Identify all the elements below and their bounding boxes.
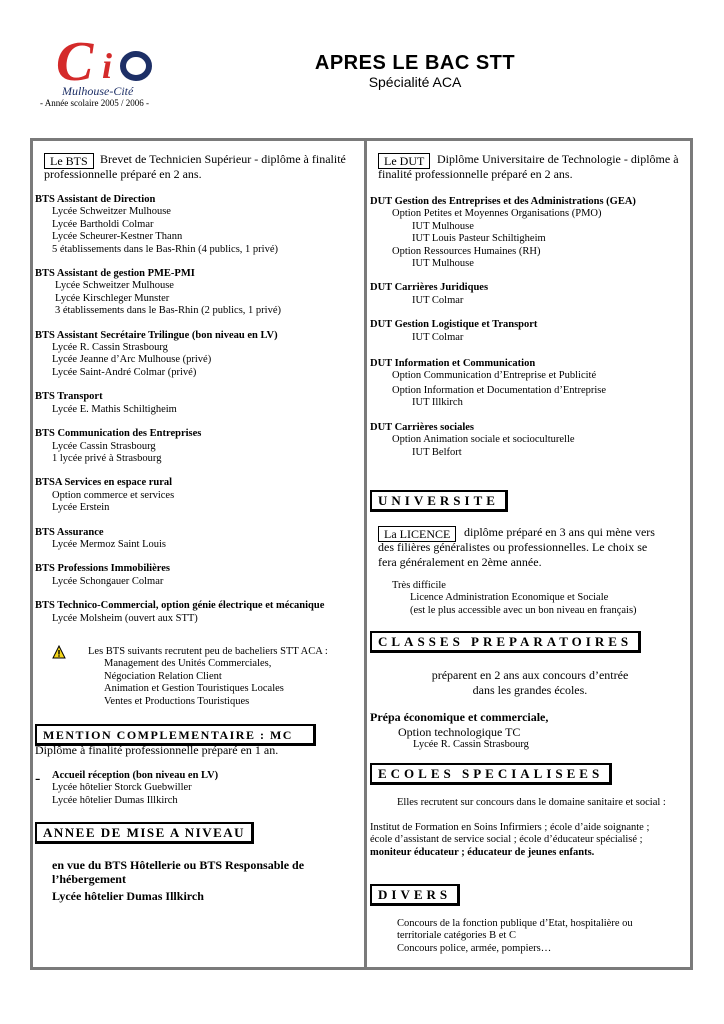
bts-line: Lycée Cassin Strasbourg: [52, 440, 156, 452]
bts-title: BTS Assistant Secrétaire Trilingue (bon niveau en LV): [35, 329, 278, 341]
mc-line: Lycée hôtelier Dumas Illkirch: [52, 794, 178, 806]
prep-line: préparent en 2 ans aux concours d’entrée: [431, 668, 629, 682]
ecoles-heading: ECOLES SPECIALISEES: [370, 763, 612, 785]
licence-line: des filières généralistes ou professionnelles. Le choix se: [378, 540, 648, 554]
bts-line: Lycée Jeanne d’Arc Mulhouse (privé): [52, 354, 212, 366]
dut-line: IUT Louis Pasteur Schiltigheim: [412, 233, 546, 245]
dut-intro-line-1: Diplôme Universitaire de Technologie - diplôme à: [437, 152, 679, 166]
warning-line: Animation et Gestion Touristiques Locales: [104, 683, 284, 695]
divers-line: territoriale catégories B et C: [397, 930, 516, 942]
divers-line: Concours de la fonction publique d’Etat, hospitalière ou: [397, 918, 633, 929]
mc-bullet: -: [35, 770, 41, 787]
dut-list: [370, 196, 636, 459]
bts-line: Lycée Schongauer Colmar: [52, 575, 164, 587]
logo-i: i: [102, 46, 113, 86]
bts-line: Lycée Scheurer-Kestner Thann: [52, 231, 183, 243]
bts-title: BTS Professions Immobilières: [35, 563, 170, 575]
univ-heading: UNIVERSITE: [370, 490, 508, 512]
prep-heading-box: [370, 631, 641, 653]
dut-intro-line-2: finalité professionnelle préparé en 2 ans.: [378, 167, 573, 181]
bts-title: BTS Assurance: [35, 526, 104, 538]
prepa-option: Option technologique TC: [398, 725, 521, 739]
bts-line: Lycée Schweitzer Mulhouse: [55, 280, 174, 292]
anm-heading: ANNEE DE MISE A NIVEAU: [35, 822, 254, 844]
anm-block: [52, 858, 304, 903]
warning-line: Management des Unités Commerciales,: [104, 658, 272, 670]
bts-title: BTS Assistant de Direction: [35, 194, 156, 205]
bts-title: BTS Assistant de gestion PME-PMI: [35, 268, 195, 280]
dut-line: Option Petites et Moyennes Organisations (PMO): [392, 208, 602, 220]
prep-heading: CLASSES PREPARATOIRES: [370, 631, 641, 653]
anm-heading-box: [35, 822, 254, 844]
prepa-lycee: Lycée R. Cassin Strasbourg: [413, 739, 529, 750]
dut-title: DUT Carrières sociales: [370, 421, 475, 433]
dut-line: Option Communication d’Entreprise et Publicité: [392, 370, 597, 382]
bts-line: Lycée Schweitzer Mulhouse: [52, 206, 171, 218]
logo-o: [123, 54, 149, 78]
dut-title: DUT Carrières Juridiques: [370, 282, 489, 294]
dut-line: IUT Mulhouse: [412, 258, 474, 270]
dut-title: DUT Gestion des Entreprises et des Administrations (GEA): [370, 196, 636, 207]
warning-line: Ventes et Productions Touristiques: [104, 695, 250, 707]
logo-c: C: [56, 31, 94, 90]
warning-line: Les BTS suivants recrutent peu de bacheliers STT ACA :: [88, 646, 328, 657]
prep-intro: [380, 668, 680, 698]
bts-list: [35, 194, 324, 625]
bts-title: BTSA Services en espace rural: [35, 477, 173, 489]
dut-line: IUT Belfort: [412, 446, 462, 458]
ecoles-list: [370, 822, 649, 859]
column-divider: [364, 138, 367, 970]
licence-notes: [392, 580, 637, 617]
page-title: APRES LE BAC STT: [314, 52, 516, 74]
dut-line: Option Animation sociale et socioculturelle: [392, 434, 575, 446]
ecoles-heading-box: [370, 763, 612, 785]
logo-city: Mulhouse-Cité: [62, 84, 134, 98]
dut-line: IUT Colmar: [412, 331, 464, 343]
dut-line: Option Information et Documentation d’Entreprise: [392, 384, 607, 396]
bts-line: 5 établissements dans le Bas-Rhin (4 publics, 1 privé): [52, 243, 279, 255]
licence-note: Très difficile: [392, 580, 446, 591]
bts-line: Lycée R. Cassin Strasbourg: [52, 342, 168, 354]
bts-title: BTS Communication des Entreprises: [35, 428, 202, 440]
dut-line: IUT Illkirch: [412, 397, 463, 409]
ecoles-line: moniteur éducateur ; éducateur de jeunes enfants.: [370, 846, 595, 858]
dut-line: Option Ressources Humaines (RH): [392, 245, 541, 257]
licence-line: fera généralement en 2ème année.: [378, 555, 542, 569]
bts-line: Lycée Erstein: [52, 502, 110, 514]
bts-line: Lycée Saint-André Colmar (privé): [52, 366, 197, 378]
bts-label: Le BTS: [44, 153, 94, 169]
warning-line: Négociation Relation Client: [104, 670, 222, 682]
mc-line: Lycée hôtelier Storck Guebwiller: [52, 782, 192, 794]
mc-line: Accueil réception (bon niveau en LV): [52, 770, 219, 781]
bts-line: Lycée Bartholdi Colmar: [52, 218, 154, 230]
prep-line: dans les grandes écoles.: [472, 683, 588, 697]
anm-line: en vue du BTS Hôtellerie ou BTS Responsable de: [52, 858, 305, 872]
school-year: - Année scolaire 2005 / 2006 -: [40, 98, 149, 108]
dut-title: DUT Gestion Logistique et Transport: [370, 319, 538, 331]
divers-list: [397, 918, 633, 955]
anm-line: Lycée hôtelier Dumas Illkirch: [52, 889, 204, 903]
dut-line: IUT Colmar: [412, 294, 464, 306]
bts-intro: [100, 152, 355, 167]
bts-line: Lycée Mermoz Saint Louis: [52, 538, 167, 550]
page-subtitle: Spécialité ACA: [368, 74, 462, 90]
mc-intro: Diplôme à finalité professionnelle préparé en 1 an.: [35, 743, 279, 757]
warning-icon: [52, 645, 66, 664]
univ-heading-box: [370, 490, 508, 512]
mc-list: [52, 770, 218, 807]
bts-line: Lycée Molsheim (ouvert aux STT): [52, 612, 198, 624]
licence-note: (est le plus accessible avec un bon niveau en français): [410, 604, 637, 616]
bts-title: BTS Technico-Commercial, option génie électrique et mécanique: [35, 600, 325, 612]
divers-line: Concours police, armée, pompiers…: [397, 942, 552, 954]
dut-label: Le DUT: [378, 153, 430, 169]
dut-line: IUT Mulhouse: [412, 220, 474, 232]
bts-line: Lycée Kirschleger Munster: [55, 292, 170, 304]
bts-line: Option commerce et services: [52, 489, 175, 501]
bts-intro-line-2: professionnelle préparé en 2 ans.: [44, 167, 202, 181]
bts-intro-line-1: Brevet de Technicien Supérieur - diplôme à finalité: [100, 152, 346, 166]
bts-title: BTS Transport: [35, 391, 103, 403]
ecoles-line: école d’assistant de service social ; école d’éducateur spécialisé ;: [370, 834, 643, 846]
ecoles-intro: Elles recrutent sur concours dans le domaine sanitaire et social :: [397, 797, 666, 808]
warning-block: [88, 646, 328, 708]
ecoles-line: Institut de Formation en Soins Infirmiers ; école d’aide soignante ;: [370, 822, 650, 833]
licence-note: Licence Administration Economique et Sociale: [410, 592, 609, 604]
bts-line: Lycée E. Mathis Schiltigheim: [52, 403, 177, 415]
dut-title: DUT Information et Communication: [370, 358, 536, 370]
licence-label: La LICENCE: [378, 526, 456, 542]
bts-line: 1 lycée privé à Strasbourg: [52, 452, 162, 464]
anm-line: l’hébergement: [52, 872, 126, 886]
bts-line: 3 établissements dans le Bas-Rhin (2 publics, 1 privé): [55, 305, 282, 317]
divers-heading-box: [370, 884, 460, 906]
licence-line: diplôme préparé en 3 ans qui mène vers: [464, 525, 655, 539]
divers-heading: DIVERS: [370, 884, 460, 906]
mc-heading: MENTION COMPLEMENTAIRE : MC: [35, 724, 316, 746]
prepa-title: Prépa économique et commerciale,: [370, 710, 549, 724]
